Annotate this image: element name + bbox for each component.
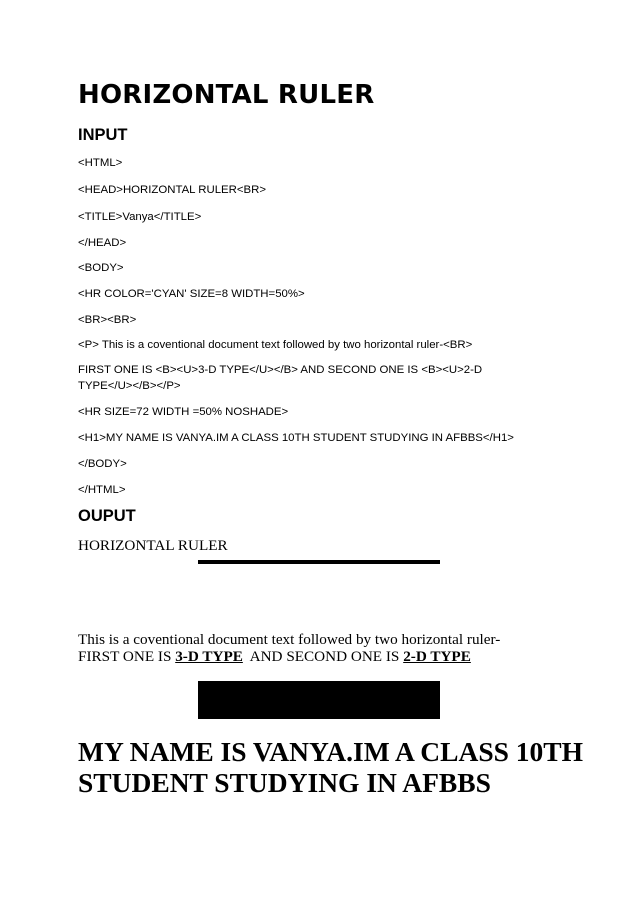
code-line: <HR SIZE=72 WIDTH =50% NOSHADE> [78, 406, 289, 418]
line2-prefix: FIRST ONE IS [78, 648, 176, 665]
bold-underline-2d: 2-D TYPE [403, 648, 471, 665]
code-line: <HEAD>HORIZONTAL RULER<BR> [78, 184, 266, 196]
code-line: <HTML> [78, 157, 123, 169]
code-line: </HTML> [78, 484, 126, 496]
output-head-text: HORIZONTAL RULER [78, 537, 228, 554]
code-line: </HEAD> [78, 237, 127, 249]
code-line: <P> This is a coventional document text followed by two horizontal ruler-<BR> [78, 339, 473, 351]
bold-underline-3d: 3-D TYPE [175, 648, 243, 665]
code-line: <H1>MY NAME IS VANYA.IM A CLASS 10TH STUDENT STUDYING IN AFBBS</H1> [78, 432, 514, 444]
output-heading: OUPUT [78, 507, 136, 525]
line2-middle: AND SECOND ONE IS [242, 648, 404, 665]
code-line: <BR><BR> [78, 314, 137, 326]
code-line: TYPE</U></B></P> [78, 380, 181, 392]
page-title: HORIZONTAL RULER [78, 80, 375, 110]
output-paragraph-line2 [78, 648, 471, 665]
horizontal-rule-thin [198, 560, 440, 564]
code-line: </BODY> [78, 458, 127, 470]
code-line: FIRST ONE IS <B><U>3-D TYPE</U></B> AND SECOND ONE IS <B><U>2-D [78, 364, 483, 376]
horizontal-rule-thick [198, 681, 440, 719]
code-line: <TITLE>Vanya</TITLE> [78, 211, 202, 223]
code-line: <BODY> [78, 262, 124, 274]
output-h1: MY NAME IS VANYA.IM A CLASS 10TH STUDENT STUDYING IN AFBBS [78, 736, 584, 798]
output-paragraph-line1: This is a coventional document text followed by two horizontal ruler- [78, 631, 501, 648]
input-heading: INPUT [78, 126, 128, 144]
code-line: <HR COLOR='CYAN' SIZE=8 WIDTH=50%> [78, 288, 305, 300]
